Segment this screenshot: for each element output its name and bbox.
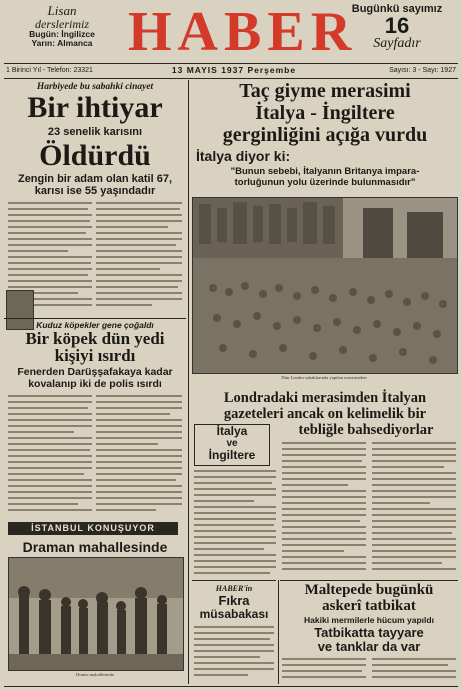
body-text-texture — [96, 200, 182, 312]
dog-kicker: Kuduz köpekler gene çoğaldı — [36, 320, 154, 330]
fikra-title-2: müsabakası — [199, 607, 269, 621]
lisan-tomorrow: Yarın: Almanca — [31, 38, 93, 49]
street-photo-image — [9, 558, 183, 670]
dog-deck-1: Fenerden Darüşşafakaya kadar — [17, 366, 173, 378]
italy-england-box — [194, 424, 270, 466]
dog-body-col-1 — [8, 393, 92, 517]
section-banner: İSTANBUL KONUŞUYOR — [8, 522, 178, 535]
story-body-col-2 — [96, 200, 182, 312]
ceremony-photo-image — [193, 198, 457, 373]
body-text-texture — [282, 656, 366, 684]
body-text-texture — [194, 624, 274, 680]
body-text-texture — [282, 440, 366, 578]
story-deck-1: Zengin bir adam olan katil 67, — [17, 173, 173, 185]
fikra-label: HABER'in — [215, 584, 253, 593]
street-photo-caption: Drama mahallesinde — [76, 672, 114, 677]
body-text-texture — [194, 468, 276, 578]
divider — [192, 580, 276, 581]
maltepe-body-col-1 — [282, 656, 366, 684]
london-headline-1: Londradaki merasimden İtalyan — [223, 390, 427, 406]
page-count-box — [336, 4, 458, 51]
main-quote-2: torluğunun yolu üzerinde bulunmasıdır" — [234, 177, 416, 188]
story-subhead: 23 senelik karısını — [47, 126, 143, 138]
body-text-texture — [372, 440, 456, 578]
page-count-label: Bugünkü sayımız — [351, 3, 443, 15]
main-headline-3: gerginliğini açığa vurdu — [222, 124, 428, 146]
story-deck-2: karısı ise 55 yaşındadır — [34, 185, 156, 197]
lisan-subtitle: derslerimiz — [35, 16, 89, 31]
main-quote-1: "Bunun sebebi, İtalyanın Britanya impara- — [230, 166, 420, 177]
column-divider — [278, 580, 279, 684]
maltepe-headline-1: Maltepede bugünkü — [304, 582, 434, 598]
divider — [4, 63, 458, 64]
maltepe-headline-2: askerî tatbikat — [322, 598, 416, 614]
main-headline-1: Taç giyme merasimi — [239, 80, 411, 102]
fikra-title-1: Fıkra — [218, 593, 250, 608]
body-text-texture — [372, 656, 456, 684]
story-kicker: Harbiyede bu sabahki cinayet — [36, 82, 154, 92]
dog-headline-1: Bir köpek dün yedi — [25, 329, 165, 348]
lisan-today: Bugün: İngilizce — [29, 29, 95, 40]
street-photo — [8, 557, 184, 671]
dateline-left: 1 Birinci Yıl - Telefon: 23321 — [6, 67, 93, 74]
divider — [4, 78, 458, 79]
divider — [4, 318, 186, 319]
page-count-number: 16 — [384, 13, 410, 38]
maltepe-line-1: Tatbikatta tayyare — [314, 625, 424, 640]
story-headline-2: Öldürdü — [39, 139, 151, 172]
box-line-2: ve — [226, 438, 238, 449]
ceremony-photo — [192, 197, 458, 374]
london-headline-3: tebliğle bahsediyorlar — [298, 422, 434, 438]
column-divider — [188, 80, 189, 684]
main-deck: İtalya diyor ki: — [196, 148, 291, 164]
london-body-col-3 — [372, 440, 456, 578]
box-line-3: İngiltere — [208, 448, 256, 462]
fikra-body — [194, 624, 274, 680]
page-count-unit: Sayfadır — [373, 36, 421, 51]
dateline-right: Sayısı: 3 - Sayı: 1927 — [389, 67, 456, 74]
main-headline-2: İtalya - İngiltere — [255, 102, 395, 124]
london-headline-2: gazeteleri ancak on kelimelik bir — [223, 406, 427, 422]
maltepe-deck: Hakiki mermilerle hücum yapıldı — [304, 615, 434, 625]
language-lessons-box — [6, 4, 118, 48]
body-text-texture — [96, 393, 182, 517]
dateline-date: 13 MAYIS 1937 Perşembe — [171, 65, 297, 75]
divider — [280, 580, 458, 581]
dog-deck-2: kovalanıp iki de polis ısırdı — [28, 378, 162, 390]
body-text-texture — [8, 393, 92, 517]
newspaper-title: HABER — [128, 1, 358, 63]
dog-body-col-2 — [96, 393, 182, 517]
ceremony-photo-caption: Dün Londra sokaklarında yapılan merasimden — [281, 375, 367, 380]
dog-headline-2: kişiyi ısırdı — [54, 346, 136, 365]
dateline — [4, 65, 458, 77]
lisan-title: Lisan — [47, 3, 77, 18]
maltepe-line-2: ve tanklar da var — [317, 639, 421, 654]
story-headline: Bir ihtiyar — [27, 91, 163, 124]
box-line-1: İtalya — [216, 424, 248, 438]
divider — [4, 686, 458, 687]
london-body-col-1 — [194, 468, 276, 578]
maltepe-body-col-2 — [372, 656, 456, 684]
london-body-col-2 — [282, 440, 366, 578]
istanbul-headline: Draman mahallesinde — [22, 539, 168, 555]
